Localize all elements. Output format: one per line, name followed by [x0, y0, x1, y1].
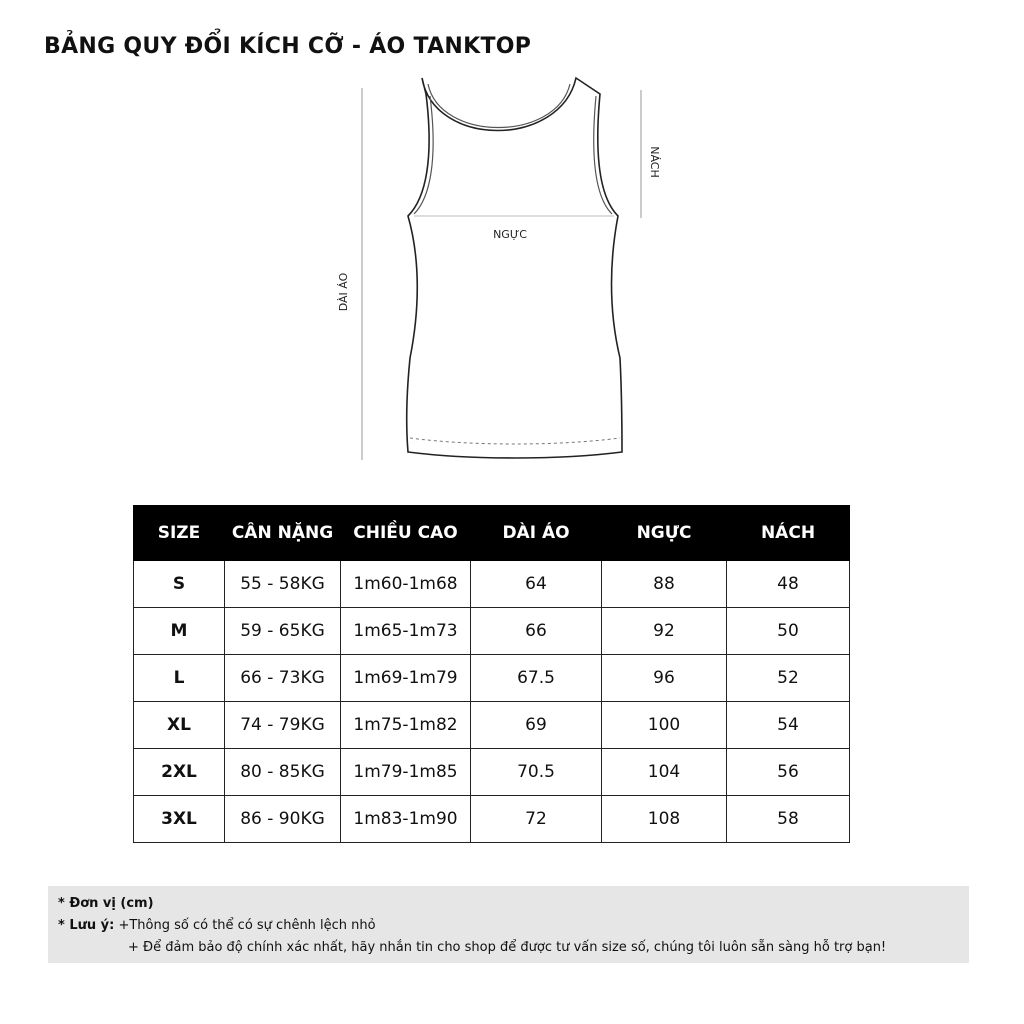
table-cell: 67.5 — [471, 655, 602, 702]
page-title: BẢNG QUY ĐỔI KÍCH CỠ - ÁO TANKTOP — [44, 34, 532, 59]
table-cell: 1m75-1m82 — [341, 702, 471, 749]
chest-label: NGỰC — [493, 228, 527, 241]
unit-note: * Đơn vị (cm) — [58, 896, 154, 911]
armhole-label: NÁCH — [648, 146, 661, 178]
note-line-1: * Lưu ý: +Thông số có thể có sự chênh lệch nhỏ — [58, 918, 376, 933]
table-cell: 108 — [602, 796, 727, 843]
table-cell: M — [134, 608, 225, 655]
header-height: CHIỀU CAO — [341, 506, 471, 561]
table-row — [134, 608, 850, 655]
table-cell: 80 - 85KG — [225, 749, 341, 796]
table-cell: 54 — [727, 702, 850, 749]
table-cell: 104 — [602, 749, 727, 796]
table-header-row — [134, 506, 850, 561]
table-cell: 64 — [471, 561, 602, 608]
table-cell: S — [134, 561, 225, 608]
table-row — [134, 655, 850, 702]
table-cell: 1m83-1m90 — [341, 796, 471, 843]
header-armhole: NÁCH — [727, 506, 850, 561]
table-cell: L — [134, 655, 225, 702]
table-cell: 100 — [602, 702, 727, 749]
table-cell: XL — [134, 702, 225, 749]
header-weight: CÂN NẶNG — [225, 506, 341, 561]
table-row — [134, 796, 850, 843]
table-cell: 1m69-1m79 — [341, 655, 471, 702]
table-cell: 50 — [727, 608, 850, 655]
table-cell: 3XL — [134, 796, 225, 843]
table-cell: 92 — [602, 608, 727, 655]
table-cell: 66 — [471, 608, 602, 655]
table-cell: 1m65-1m73 — [341, 608, 471, 655]
table-cell: 58 — [727, 796, 850, 843]
table-row — [134, 749, 850, 796]
table-cell: 2XL — [134, 749, 225, 796]
table-cell: 72 — [471, 796, 602, 843]
table-cell: 66 - 73KG — [225, 655, 341, 702]
table-cell: 59 - 65KG — [225, 608, 341, 655]
table-cell: 52 — [727, 655, 850, 702]
table-cell: 56 — [727, 749, 850, 796]
table-cell: 55 - 58KG — [225, 561, 341, 608]
header-size: SIZE — [134, 506, 225, 561]
table-cell: 96 — [602, 655, 727, 702]
size-chart-table — [133, 505, 850, 843]
table-row — [134, 561, 850, 608]
note-line-2: + Để đảm bảo độ chính xác nhất, hãy nhắn tin cho shop để được tư vấn size số, chúng tôi luôn sẵn sàng hỗ trợ bạn! — [128, 940, 887, 955]
table-cell: 1m79-1m85 — [341, 749, 471, 796]
table-cell: 69 — [471, 702, 602, 749]
table-cell: 48 — [727, 561, 850, 608]
table-cell: 86 - 90KG — [225, 796, 341, 843]
header-length: DÀI ÁO — [471, 506, 602, 561]
notes-box — [48, 886, 969, 963]
length-label: DÀI ÁO — [337, 272, 350, 312]
tanktop-outline — [407, 78, 622, 458]
table-cell: 74 - 79KG — [225, 702, 341, 749]
table-cell: 1m60-1m68 — [341, 561, 471, 608]
table-row — [134, 702, 850, 749]
tanktop-diagram — [330, 68, 670, 468]
table-cell: 70.5 — [471, 749, 602, 796]
table-cell: 88 — [602, 561, 727, 608]
header-chest: NGỰC — [602, 506, 727, 561]
